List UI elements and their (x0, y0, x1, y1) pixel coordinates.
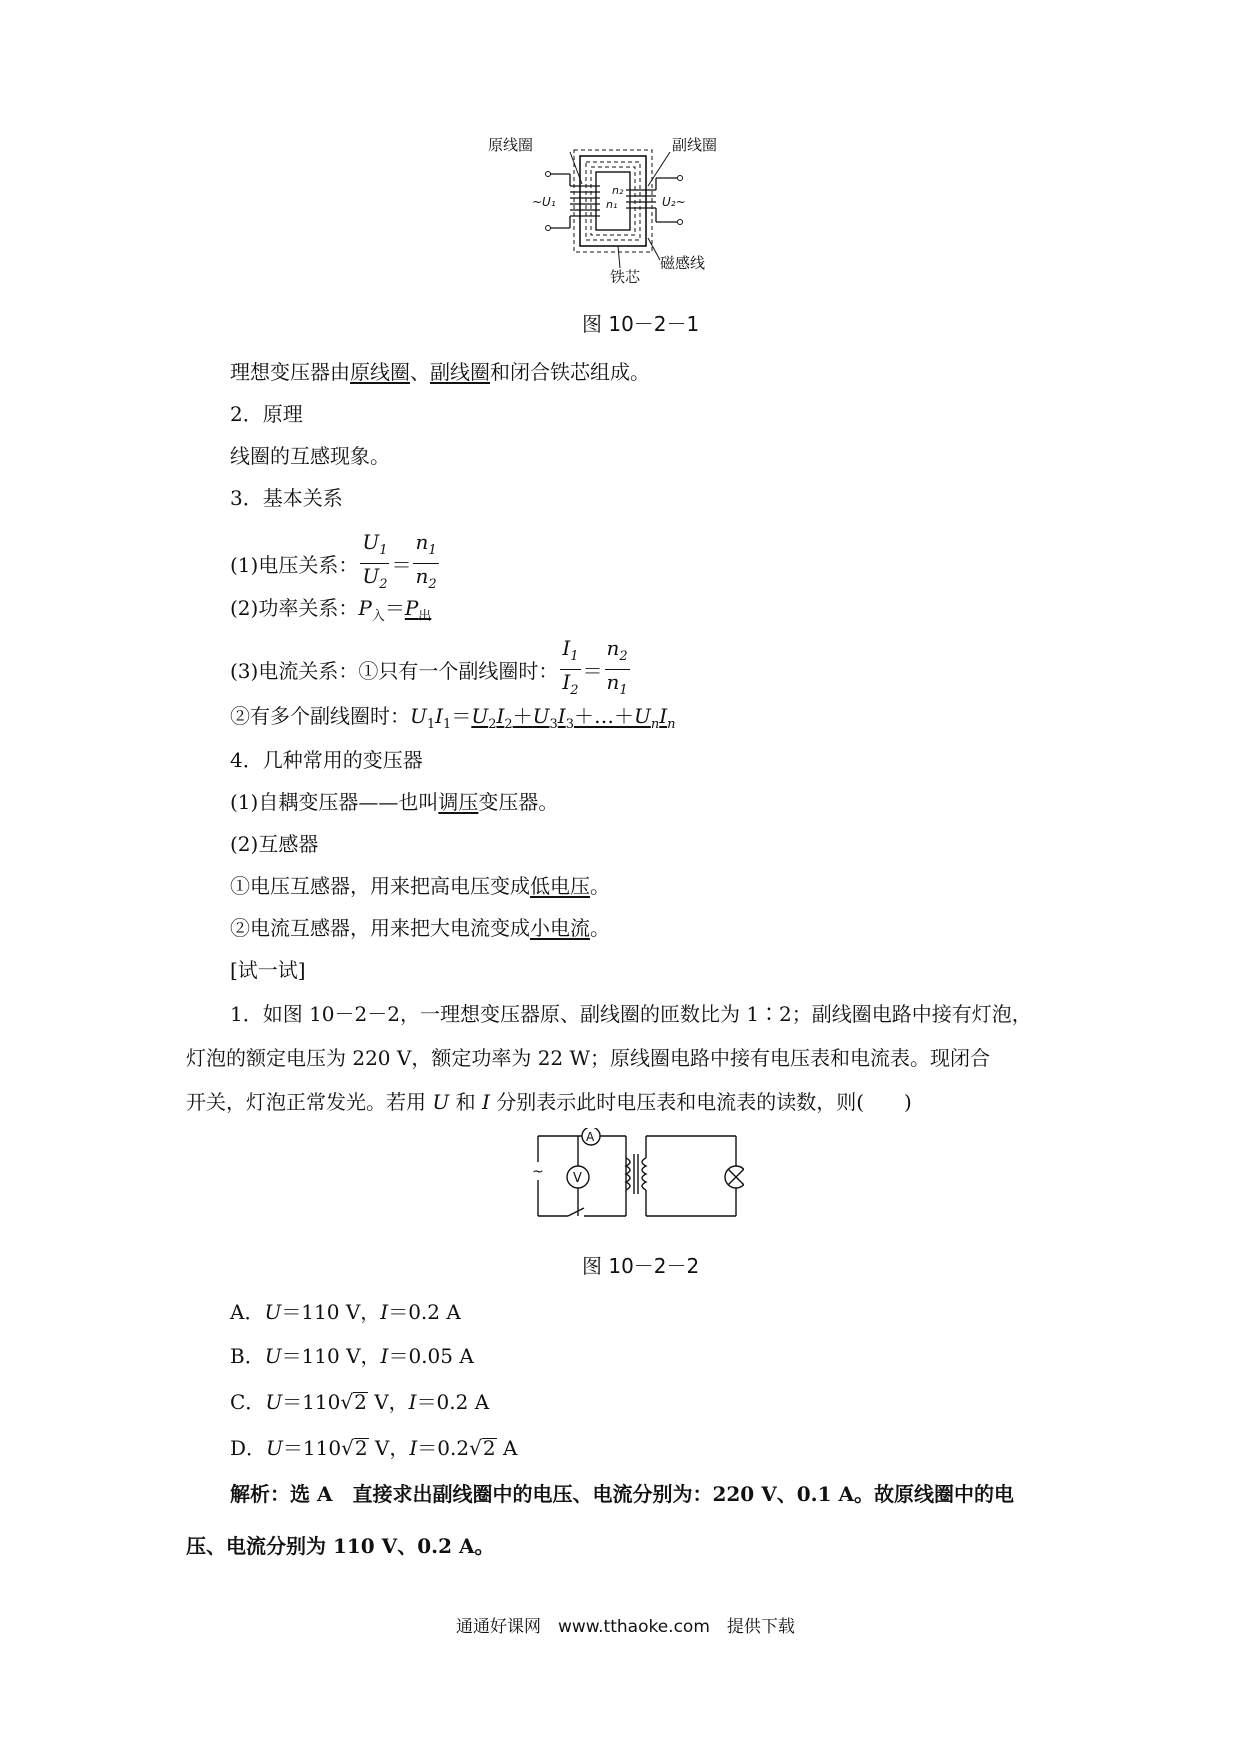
current-relation: (3)电流关系：①只有一个副线圈时： $\frac{I_1}{I_2}$ ＝ $\frac{n_2}{n_1}$ (230, 636, 628, 698)
solution-line: 压、电流分别为 110 V、0.2 A。 (186, 1534, 495, 1558)
solution-line: 解析：选 A 直接求出副线圈中的电压、电流分别为：220 V、0.1 A。故原线圈中的电 (230, 1482, 1014, 1506)
fig1-label-flux: 磁感线 (660, 254, 706, 272)
blank-low-voltage: 低电压 (530, 874, 590, 898)
blank-primary: 原线圈 (350, 360, 410, 384)
intro-line: 理想变压器由原线圈、副线圈和闭合铁芯组成。 (230, 360, 650, 384)
section-heading: 2．原理 (230, 402, 303, 426)
svg-text:n₂: n₂ (612, 184, 624, 197)
sqrt-icon: √ (469, 1436, 482, 1460)
page-footer: 通通好课网 www.tthaoke.com 提供下载 (456, 1617, 795, 1637)
mutual-inductor-heading: (2)互感器 (230, 832, 319, 856)
blank-small-current: 小电流 (530, 916, 590, 940)
option-a: A．U＝110 V，I＝0.2 A (230, 1300, 461, 1324)
voltmeter-label: V (573, 1171, 582, 1186)
question-line: 灯泡的额定电压为 220 V，额定功率为 22 W；原线圈电路中接有电压表和电流表。现闭合 (186, 1046, 991, 1070)
current-transformer-line: ②电流互感器，用来把大电流变成小电流。 (230, 916, 610, 940)
fig1-label-secondary: 副线圈 (672, 136, 718, 154)
option-d: D．U＝110√2 V，I＝0.2√2 A (230, 1436, 518, 1460)
multi-coil-relation: ②有多个副线圈时：$U_1I_1=U_2I_2+U_3I_3+\dots+U_nI_n$ (230, 704, 676, 732)
try-tag: [试一试] (230, 958, 306, 982)
voltage-relation: (1)电压关系： $\frac{U_1}{U_2}$ ＝ $\frac{n_1}{n_2}$ (230, 530, 437, 592)
fig1-label-core: 铁芯 (610, 268, 641, 286)
fig1-label-primary: 原线圈 (488, 136, 534, 154)
svg-text:n₁: n₁ (606, 198, 618, 211)
section-heading: 3．基本关系 (230, 486, 343, 510)
circuit-figure (528, 1128, 744, 1224)
ammeter-label: A (586, 1130, 595, 1144)
sqrt-icon: √ (341, 1436, 354, 1460)
figure-caption: 图 10－2－2 (582, 1254, 700, 1278)
option-b: B．U＝110 V，I＝0.05 A (230, 1344, 474, 1368)
question-line: 1．如图 10－2－2，一理想变压器原、副线圈的匝数比为 1∶2；副线圈电路中接有灯泡， (230, 1002, 1032, 1026)
svg-text:U₂~: U₂~ (662, 195, 686, 209)
primary-coil (550, 174, 600, 228)
auto-transformer-line: (1)自耦变压器——也叫调压变压器。 (230, 790, 559, 814)
svg-text:~U₁: ~U₁ (532, 195, 556, 209)
question-line: 开关，灯泡正常发光。若用 U 和 I 分别表示此时电压表和电流表的读数，则( ) (186, 1090, 912, 1114)
paragraph: 线圈的互感现象。 (230, 444, 390, 468)
power-relation: (2)功率关系：$P_入=P_出$ (230, 596, 432, 624)
voltage-transformer-line: ①电压互感器，用来把高电压变成低电压。 (230, 874, 610, 898)
figure-caption: 图 10－2－1 (582, 312, 700, 336)
secondary-winding (642, 1158, 646, 1190)
blank-secondary: 副线圈 (430, 360, 490, 384)
sqrt-icon: √ (340, 1390, 354, 1414)
section-heading: 4．几种常用的变压器 (230, 748, 423, 772)
ac-source-icon: ~ (532, 1164, 544, 1180)
blank-auto: 调压 (438, 790, 479, 814)
option-c: C．U＝110√2 V，I＝0.2 A (230, 1390, 490, 1414)
